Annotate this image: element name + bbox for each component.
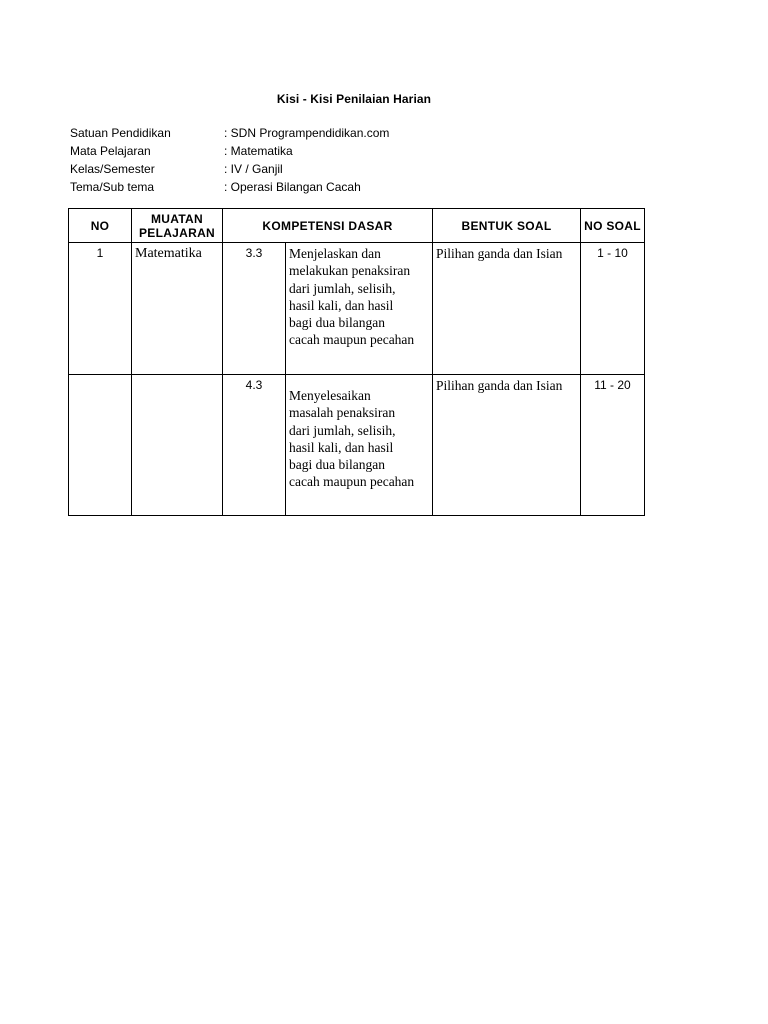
table-row — [69, 243, 645, 375]
cell-no: 1 — [69, 243, 132, 375]
table-row — [69, 375, 645, 516]
header-kompetensi: KOMPETENSI DASAR — [223, 209, 433, 243]
header-muatan-line1: MUATAN — [150, 211, 203, 226]
info-value: : SDN Programpendidikan.com — [224, 126, 390, 140]
info-value: : Operasi Bilangan Cacah — [224, 180, 361, 194]
kd-line: masalah penaksiran — [289, 405, 396, 421]
kd-line: dari jumlah, selisih, — [289, 422, 396, 438]
header-muatan-line2: PELAJARAN — [138, 225, 216, 240]
info-row-kelas — [70, 160, 389, 178]
kd-line: cacah maupun pecahan — [289, 332, 415, 348]
cell-bentuk-soal: Pilihan ganda dan Isian — [433, 375, 581, 516]
cell-no — [69, 375, 132, 516]
cell-kd-text — [286, 375, 433, 516]
info-label: Tema/Sub tema — [70, 180, 155, 194]
cell-muatan: Matematika — [132, 243, 223, 375]
info-block — [70, 124, 389, 196]
cell-bentuk-soal: Pilihan ganda dan Isian — [433, 243, 581, 375]
header-muatan — [132, 209, 223, 243]
cell-no-soal: 1 - 10 — [581, 243, 645, 375]
info-label: Kelas/Semester — [70, 162, 155, 176]
info-row-mapel — [70, 142, 389, 160]
cell-kd-text — [286, 243, 433, 375]
kd-line: Menjelaskan dan — [289, 246, 381, 261]
kd-line: dari jumlah, selisih, — [289, 280, 396, 296]
info-label: Mata Pelajaran — [70, 144, 151, 158]
kd-line: cacah maupun pecahan — [289, 474, 415, 490]
kd-line: hasil kali, dan hasil — [289, 297, 394, 313]
cell-kd-number: 4.3 — [223, 375, 286, 516]
kisi-table — [68, 208, 645, 516]
info-value: : Matematika — [224, 144, 293, 158]
cell-muatan — [132, 375, 223, 516]
header-no-soal: NO SOAL — [581, 209, 645, 243]
kd-line: hasil kali, dan hasil — [289, 439, 394, 455]
cell-no-soal: 11 - 20 — [581, 375, 645, 516]
kd-line: bagi dua bilangan — [289, 457, 385, 473]
cell-kd-number: 3.3 — [223, 243, 286, 375]
header-no: NO — [69, 209, 132, 243]
kd-line: melakukan penaksiran — [289, 263, 411, 279]
info-row-tema — [70, 178, 389, 196]
info-value: : IV / Ganjil — [224, 162, 283, 176]
info-row-satuan — [70, 124, 389, 142]
header-bentuk: BENTUK SOAL — [433, 209, 581, 243]
table-header-row — [69, 209, 645, 243]
kd-line: bagi dua bilangan — [289, 315, 385, 331]
kd-line: Menyelesaikan — [289, 388, 371, 403]
document-title: Kisi - Kisi Penilaian Harian — [276, 92, 432, 106]
info-label: Satuan Pendidikan — [70, 126, 171, 140]
